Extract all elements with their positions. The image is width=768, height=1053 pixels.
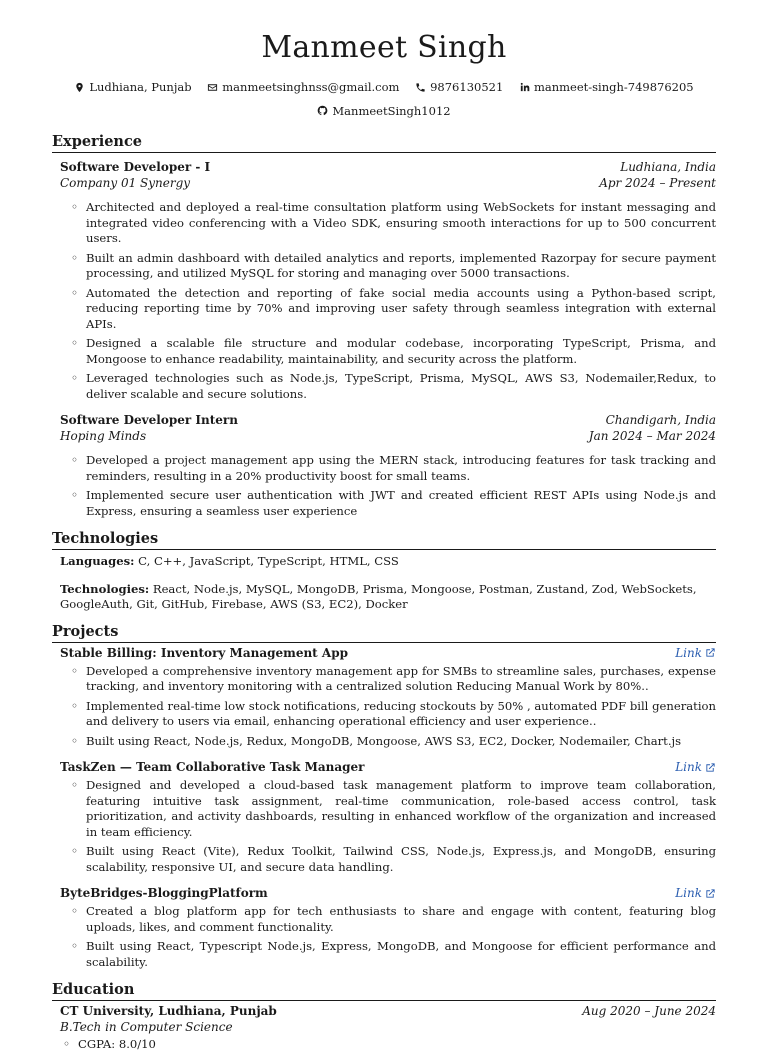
external-link-icon	[705, 647, 716, 658]
list-item: ◦ Designed and developed a cloud-based task management platform to improve team collaboration, featuring intuitive task assignment, real-time communication, role-based access control, task prioritization, and activity dashboards, resulting in enhanced workflow of the organization and increased in team efficiency.	[68, 778, 716, 840]
project-bullets	[60, 664, 716, 750]
job-location: Ludhiana, India	[620, 160, 716, 174]
linkedin-link[interactable]: manmeet-singh-749876205	[533, 80, 694, 94]
list-item: ◦ Architected and deployed a real-time consultation platform using WebSockets for instant messaging and integrated video conferencing with a Video SDK, ensuring smooth interactions for up to 500 concurrent users.	[68, 200, 716, 247]
technologies-label: Technologies:	[60, 581, 150, 596]
project-entry	[52, 645, 716, 750]
list-item: ◦ Built using React, Typescript Node.js, Express, MongoDB, and Mongoose for efficient performance and scalability.	[68, 939, 716, 970]
phone-icon	[415, 82, 426, 93]
languages-line	[52, 554, 716, 570]
project-entry	[52, 759, 716, 875]
job-dates: Jan 2024 – Mar 2024	[588, 429, 716, 443]
project-link-text[interactable]: Link	[675, 760, 702, 774]
list-item: ◦ Created a blog platform app for tech enthusiasts to share and engage with content, featuring blog uploads, likes, and comment functionality.	[68, 904, 716, 935]
projects-section	[52, 616, 716, 971]
envelope-icon	[207, 82, 218, 93]
project-entry	[52, 885, 716, 970]
list-item: ◦ Implemented secure user authentication with JWT and created efficient REST APIs using Node.js and Express, ensuring a seamless user experience	[68, 488, 716, 519]
list-item: ◦ Leveraged technologies such as Node.js, TypeScript, Prisma, MySQL, AWS S3, Nodemailer,Redux, to deliver scalable and secure solutions.	[68, 371, 716, 402]
job-entry	[52, 412, 716, 519]
job-location: Chandigarh, India	[605, 413, 716, 427]
technologies-value: React, Node.js, MySQL, MongoDB, Prisma, Mongoose, Postman, Zustand, Zod, WebSockets, GoogleAuth, Git, GitHub, Firebase, AWS (S3, EC2), Docker	[60, 581, 697, 611]
project-name: TaskZen — Team Collaborative Task Manager	[60, 760, 365, 774]
job-entry	[52, 159, 716, 402]
job-bullets	[60, 453, 716, 519]
external-link-icon	[705, 762, 716, 773]
contact-location	[74, 76, 191, 98]
linkedin-icon	[519, 82, 530, 93]
job-dates: Apr 2024 – Present	[599, 176, 716, 190]
project-link-text[interactable]: Link	[675, 886, 702, 900]
phone-text[interactable]: 9876130521	[430, 80, 504, 94]
experience-section	[52, 126, 716, 519]
project-bullets	[60, 904, 716, 970]
list-item: ◦ Implemented real-time low stock notifications, reducing stockouts by 50% , automated PDF bill generation and delivery to users via email, enhancing operational efficiency and user experience..	[68, 699, 716, 730]
candidate-name: Manmeet Singh	[261, 30, 507, 65]
education-section	[52, 974, 716, 1053]
technologies-section	[52, 523, 716, 613]
project-link[interactable]	[675, 759, 716, 775]
external-link-icon	[705, 888, 716, 899]
github-link[interactable]: ManmeetSingh1012	[332, 103, 451, 118]
technologies-line	[52, 582, 716, 613]
contact-email[interactable]	[207, 76, 399, 98]
degree-name: B.Tech in Computer Science	[60, 1020, 233, 1034]
contact-bar	[52, 76, 716, 123]
job-bullets	[60, 200, 716, 402]
location-text: Ludhiana, Punjab	[89, 80, 192, 94]
list-item: ◦ CGPA: 8.0/10	[60, 1037, 716, 1053]
project-bullets	[60, 778, 716, 875]
languages-label: Languages:	[60, 554, 135, 568]
contact-phone[interactable]	[415, 76, 503, 98]
project-link-text[interactable]: Link	[675, 645, 702, 660]
list-item: ◦ Developed a comprehensive inventory management app for SMBs to streamline sales, purchases, expense tracking, and inventory monitoring with a centralized solution Reducing Manual Work by 80%..	[68, 664, 716, 695]
contact-github[interactable]	[317, 100, 450, 122]
map-marker-icon	[74, 82, 85, 93]
experience-title: Experience	[52, 126, 716, 153]
project-name: ByteBridges-BloggingPlatform	[60, 886, 268, 900]
job-company: Hoping Minds	[60, 429, 147, 443]
job-company: Company 01 Synergy	[60, 176, 191, 190]
list-item: ◦ Built an admin dashboard with detailed analytics and reports, implemented Razorpay for secure payment processing, and utilized MySQL for storing and managing over 5000 transactions.	[68, 251, 716, 282]
project-link[interactable]	[675, 645, 716, 661]
school-name: CT University, Ludhiana, Punjab	[60, 1004, 277, 1018]
education-bullets	[60, 1037, 716, 1053]
list-item: ◦ Developed a project management app using the MERN stack, introducing features for task tracking and reminders, resulting in a 20% productivity boost for small teams.	[68, 453, 716, 484]
languages-value: C, C++, JavaScript, TypeScript, HTML, CSS	[138, 554, 399, 568]
contact-linkedin[interactable]	[519, 76, 694, 98]
education-dates: Aug 2020 – June 2024	[582, 1004, 716, 1018]
technologies-title: Technologies	[52, 523, 716, 550]
education-entry	[52, 1003, 716, 1053]
list-item: ◦ Automated the detection and reporting of fake social media accounts using a Python-based script, reducing reporting time by 70% and improving user safety through seamless integration with external APIs.	[68, 286, 716, 333]
job-role: Software Developer Intern	[60, 413, 238, 427]
list-item: ◦ Designed a scalable file structure and modular codebase, incorporating TypeScript, Prisma, and Mongoose to enhance readability, maintainability, and security across the platform.	[68, 336, 716, 367]
email-link[interactable]: manmeetsinghnss@gmail.com	[222, 80, 400, 94]
github-icon	[317, 105, 328, 116]
list-item: ◦ Built using React, Node.js, Redux, MongoDB, Mongoose, AWS S3, EC2, Docker, Nodemailer, Chart.js	[68, 734, 716, 750]
education-title: Education	[52, 974, 716, 1001]
job-role: Software Developer - I	[60, 160, 211, 174]
list-item: ◦ Built using React (Vite), Redux Toolkit, Tailwind CSS, Node.js, Express.js, and MongoDB, ensuring scalability, responsive UI, and secure data handling.	[68, 844, 716, 875]
project-name: Stable Billing: Inventory Management App	[60, 645, 348, 660]
projects-title: Projects	[52, 616, 716, 643]
project-link[interactable]	[675, 885, 716, 901]
